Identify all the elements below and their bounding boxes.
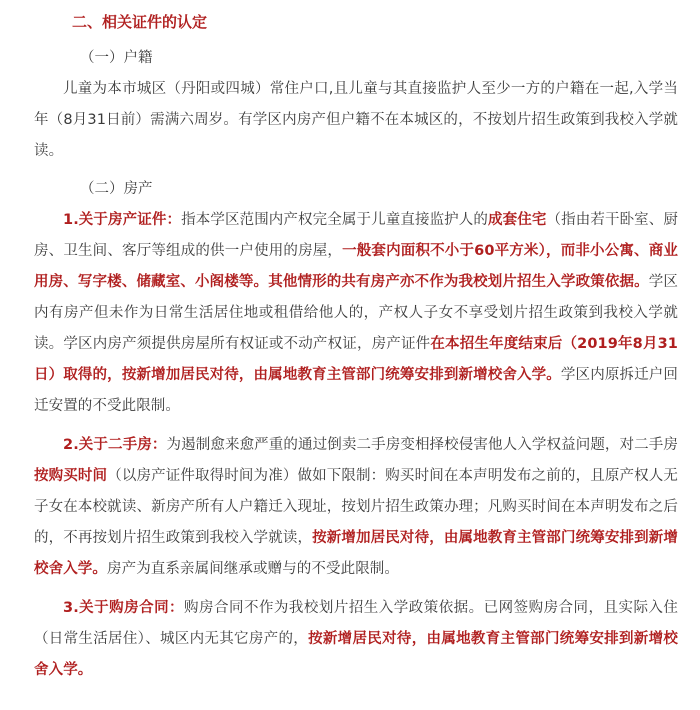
second-hand-house-paragraph <box>34 430 678 585</box>
household-registration-paragraph: 儿童为本市城区（丹阳或四城）常住户口,且儿童与其直接监护人至少一方的户籍在一起,入学当年（8月31日前）需满六周岁。有学区内房产但户籍不在本城区的，不按划片招生政策到我校入学就读。 <box>34 81 678 159</box>
highlight-text: 按购买时间 <box>34 468 108 484</box>
paragraph-text: 学区内原拆迁户回迁安置的不受此限制。 <box>34 367 678 414</box>
highlight-text: 一般套内面积不小于60平方米），而非小公寓、商业用房、写字楼、储藏室、小阁楼等。其他情形的共有房产亦不作为我校划片招生入学政策依据。 <box>34 243 678 290</box>
property-certificate-paragraph <box>34 205 678 422</box>
highlight-text: 按新增加居民对待，由属地教育主管部门统筹安排到新增校舍入学。 <box>34 530 678 577</box>
paragraph-text: 购房合同不作为我校划片招生入学政策依据。已网签购房合同，且实际入住（日常生活居住）、城区内无其它房产的， <box>34 600 679 647</box>
highlight-text: 成套住宅 <box>488 212 547 228</box>
highlight-text: 按新增居民对待，由属地教育主管部门统筹安排到新增校舍入学。 <box>34 631 678 678</box>
highlight-text: 在本招生年度结束后（2019年8月31日）取得的，按新增加居民对待，由属地教育主管部门统筹安排到新增校舍入学。 <box>34 336 678 383</box>
section-title: 二、相关证件的认定 <box>72 13 208 31</box>
paragraph-text: 学区内有房产但未作为日常生活居住地或租借给他人的，产权人子女不享受划片招生政策到我校入学就读。学区内房产须提供房屋所有权证或不动产权证，房产证件 <box>34 274 679 352</box>
paragraph-text: （以房产证件取得时间为准）做如下限制：购买时间在本声明发布之前的，且原产权人无子女在本校就读、新房产所有人户籍迁入现址，按划片招生政策办理；凡购买时间在本声明发布之后的，不再按划片招生政策到我校入学就读， <box>34 468 678 546</box>
household-registration-heading: （一）户籍 <box>80 50 153 66</box>
purchase-contract-label: 3.关于购房合同： <box>63 600 185 616</box>
paragraph-text: 指本学区范围内产权完全属于儿童直接监护人的 <box>181 212 489 228</box>
paragraph-text: （指由若干卧室、厨房、卫生间、客厅等组成的供一户使用的房屋， <box>34 212 679 259</box>
purchase-contract-paragraph <box>34 593 678 686</box>
property-certificate-label: 1.关于房产证件： <box>63 212 182 228</box>
second-hand-house-label: 2.关于二手房： <box>63 437 167 453</box>
paragraph-text: 为遏制愈来愈严重的通过倒卖二手房变相择校侵害他人入学权益问题，对二手房 <box>166 437 678 453</box>
property-heading: （二）房产 <box>80 181 153 197</box>
paragraph-text: 房产为直系亲属间继承或赠与的不受此限制。 <box>107 561 399 577</box>
